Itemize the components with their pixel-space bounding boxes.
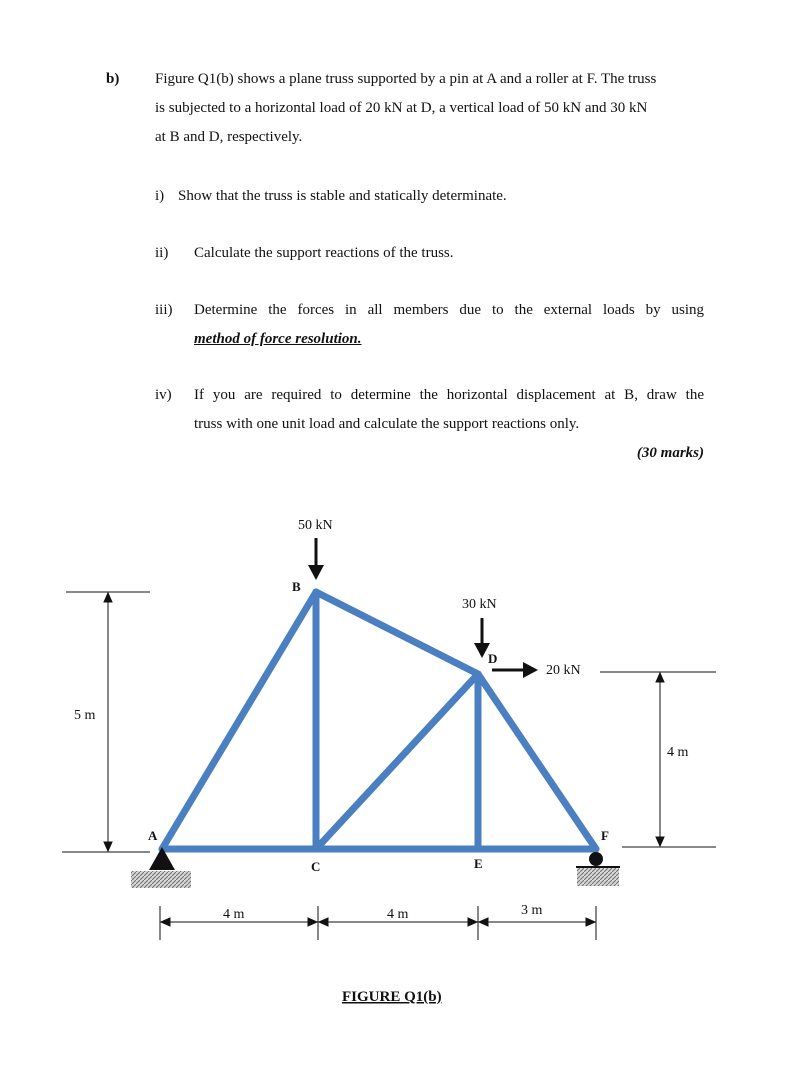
part-iv-text: If you are required to determine the horizontal displacement at B, draw the: [194, 387, 704, 403]
part-iii-number: iii): [155, 302, 173, 318]
part-iii-emphasis: method of force resolution.: [194, 331, 362, 347]
node-label-c: C: [311, 859, 321, 874]
pin-support-a: [131, 847, 191, 888]
intro-line-2: is subjected to a horizontal load of 20 kN at D, a vertical load of 50 kN and 30 kN: [155, 100, 648, 116]
figure-caption: FIGURE Q1(b): [342, 989, 442, 1005]
part-ii-text: Calculate the support reactions of the truss.: [194, 245, 454, 261]
question-label: b): [106, 71, 120, 87]
truss-members: [162, 592, 596, 849]
part-iii-text: Determine the forces in all members due to the external loads by using: [194, 302, 704, 318]
roller-support-f: [576, 852, 620, 886]
intro-line-3: at B and D, respectively.: [155, 129, 303, 145]
marks: (30 marks): [636, 445, 704, 461]
member-bd: [316, 592, 478, 674]
load-label-b: 50 kN: [298, 518, 333, 533]
member-cd: [316, 674, 478, 849]
right-height-dimension: [600, 672, 716, 847]
node-label-e: E: [474, 856, 483, 871]
member-df: [478, 674, 596, 849]
dim-label-span-ce: 4 m: [387, 907, 409, 922]
load-arrow-d-horizontal: [492, 662, 538, 678]
part-i-text: Show that the truss is stable and statically determinate.: [178, 188, 507, 204]
part-ii-number: ii): [155, 245, 169, 261]
intro-line-1: Figure Q1(b) shows a plane truss supported by a pin at A and a roller at F. The truss: [155, 71, 657, 87]
dim-label-span-ef: 3 m: [521, 903, 543, 918]
dim-label-height-left: 5 m: [74, 708, 96, 723]
part-i-number: i): [155, 188, 165, 204]
dim-label-height-right: 4 m: [667, 745, 689, 760]
node-label-b: B: [292, 579, 301, 594]
member-ab: [162, 592, 316, 849]
load-arrow-b: [308, 538, 324, 580]
part-iv-text-line-2: truss with one unit load and calculate the support reactions only.: [194, 416, 580, 432]
node-label-f: F: [601, 828, 609, 843]
node-label-d: D: [488, 651, 498, 666]
load-label-d-vertical: 30 kN: [462, 597, 497, 612]
load-label-d-horizontal: 20 kN: [546, 663, 581, 678]
node-label-a: A: [148, 828, 158, 843]
part-iv-number: iv): [155, 387, 172, 403]
dim-label-span-ac: 4 m: [223, 907, 245, 922]
